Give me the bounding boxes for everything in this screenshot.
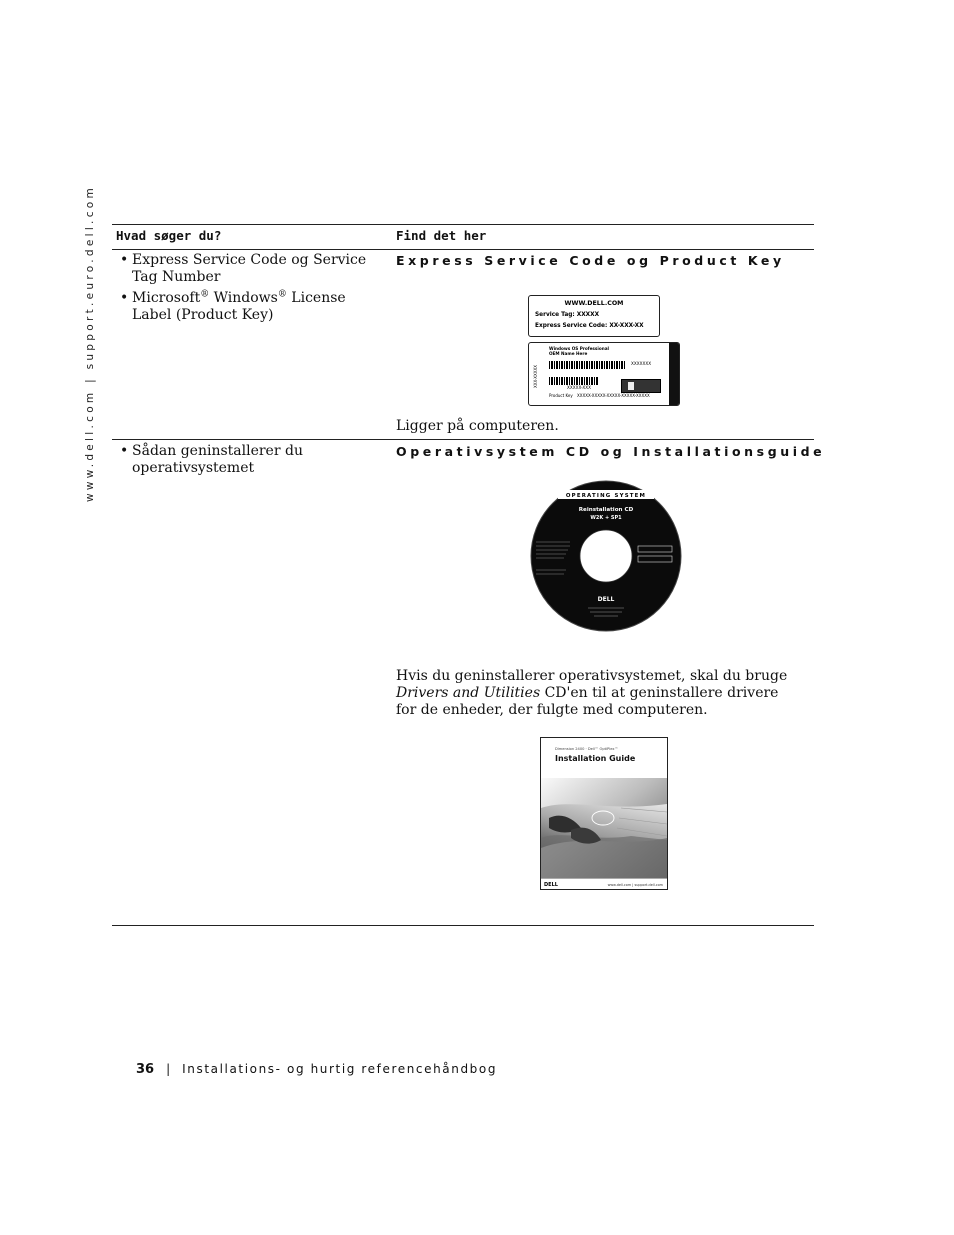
page-footer	[136, 1062, 497, 1077]
coa-line2: OEM Name Here	[549, 351, 588, 356]
cd-title: Reinstallation CD	[578, 507, 634, 513]
table-bottom-rule	[112, 925, 814, 926]
guide-footer-bar	[541, 878, 667, 889]
coa-vertical: XXX-XXXXX	[533, 365, 538, 388]
keyboard-photo-icon	[541, 778, 667, 878]
coa-product-key-label: Product Key	[549, 393, 573, 398]
header-rule	[112, 249, 814, 250]
label-service-tag: Service Tag: XXXXX	[535, 312, 600, 318]
row2-title: Operativsystem CD og Installationsguide	[396, 444, 826, 459]
coa-code1: XXXXXXX	[631, 361, 652, 366]
coa-product-key-value: XXXXX-XXXXX-XXXXX-XXXXX-XXXXX	[577, 393, 650, 398]
row2-bullets	[118, 443, 368, 481]
guide-url: www.dell.com | support.dell.com	[607, 883, 663, 887]
coa-code2: XXXXX-XXX	[567, 385, 592, 390]
list-item: • Express Service Code og Service Tag Number	[118, 252, 368, 286]
col2-header: Find det her	[396, 228, 487, 243]
cd-brand: DELL	[597, 596, 615, 603]
license-label	[528, 342, 680, 406]
page-number: 36	[136, 1062, 155, 1077]
col1-header: Hvad søger du?	[116, 228, 222, 243]
row1-title: Express Service Code og Product Key	[396, 253, 785, 268]
cd-banner: OPERATING SYSTEM	[565, 493, 647, 499]
row1-caption: Ligger på computeren.	[396, 418, 559, 434]
barcode-icon	[549, 377, 599, 385]
label-band	[669, 343, 679, 405]
label-express-code: Express Service Code: XX-XXX-XX	[535, 323, 644, 329]
guide-brand: DELL	[544, 882, 558, 888]
barcode-icon	[549, 361, 625, 369]
row2-description: Hvis du geninstallerer operativsystemet, skal du bruge Drivers and Utilities CD'en til at geninstallere drivere for de enheder, der fulgte med computeren.	[396, 668, 788, 718]
cd-subtitle: W2K + SP1	[590, 515, 622, 521]
list-item: • Sådan geninstallerer du operativsystemet	[118, 443, 368, 477]
footer-separator: |	[166, 1062, 171, 1076]
table-top-rule	[112, 224, 814, 225]
guide-small-text: Dimension 2400 · Dell™ OptiPlex™	[555, 747, 619, 751]
hologram-icon	[621, 379, 661, 393]
coa-line1: Windows OS Professional	[549, 346, 609, 351]
footer-title: Installations- og hurtig referencehåndbog	[182, 1062, 498, 1076]
cd-disc-icon	[530, 480, 682, 632]
side-url: www.dell.com | support.euro.dell.com	[84, 184, 96, 502]
list-item: • Microsoft® Windows® License Label (Product Key)	[118, 290, 368, 324]
label-url: WWW.DELL.COM	[564, 300, 624, 307]
guide-title: Installation Guide	[555, 754, 636, 763]
service-tag-label	[528, 295, 660, 337]
installation-guide-cover	[540, 737, 668, 890]
row-divider	[112, 439, 814, 440]
row1-bullets	[118, 252, 368, 328]
